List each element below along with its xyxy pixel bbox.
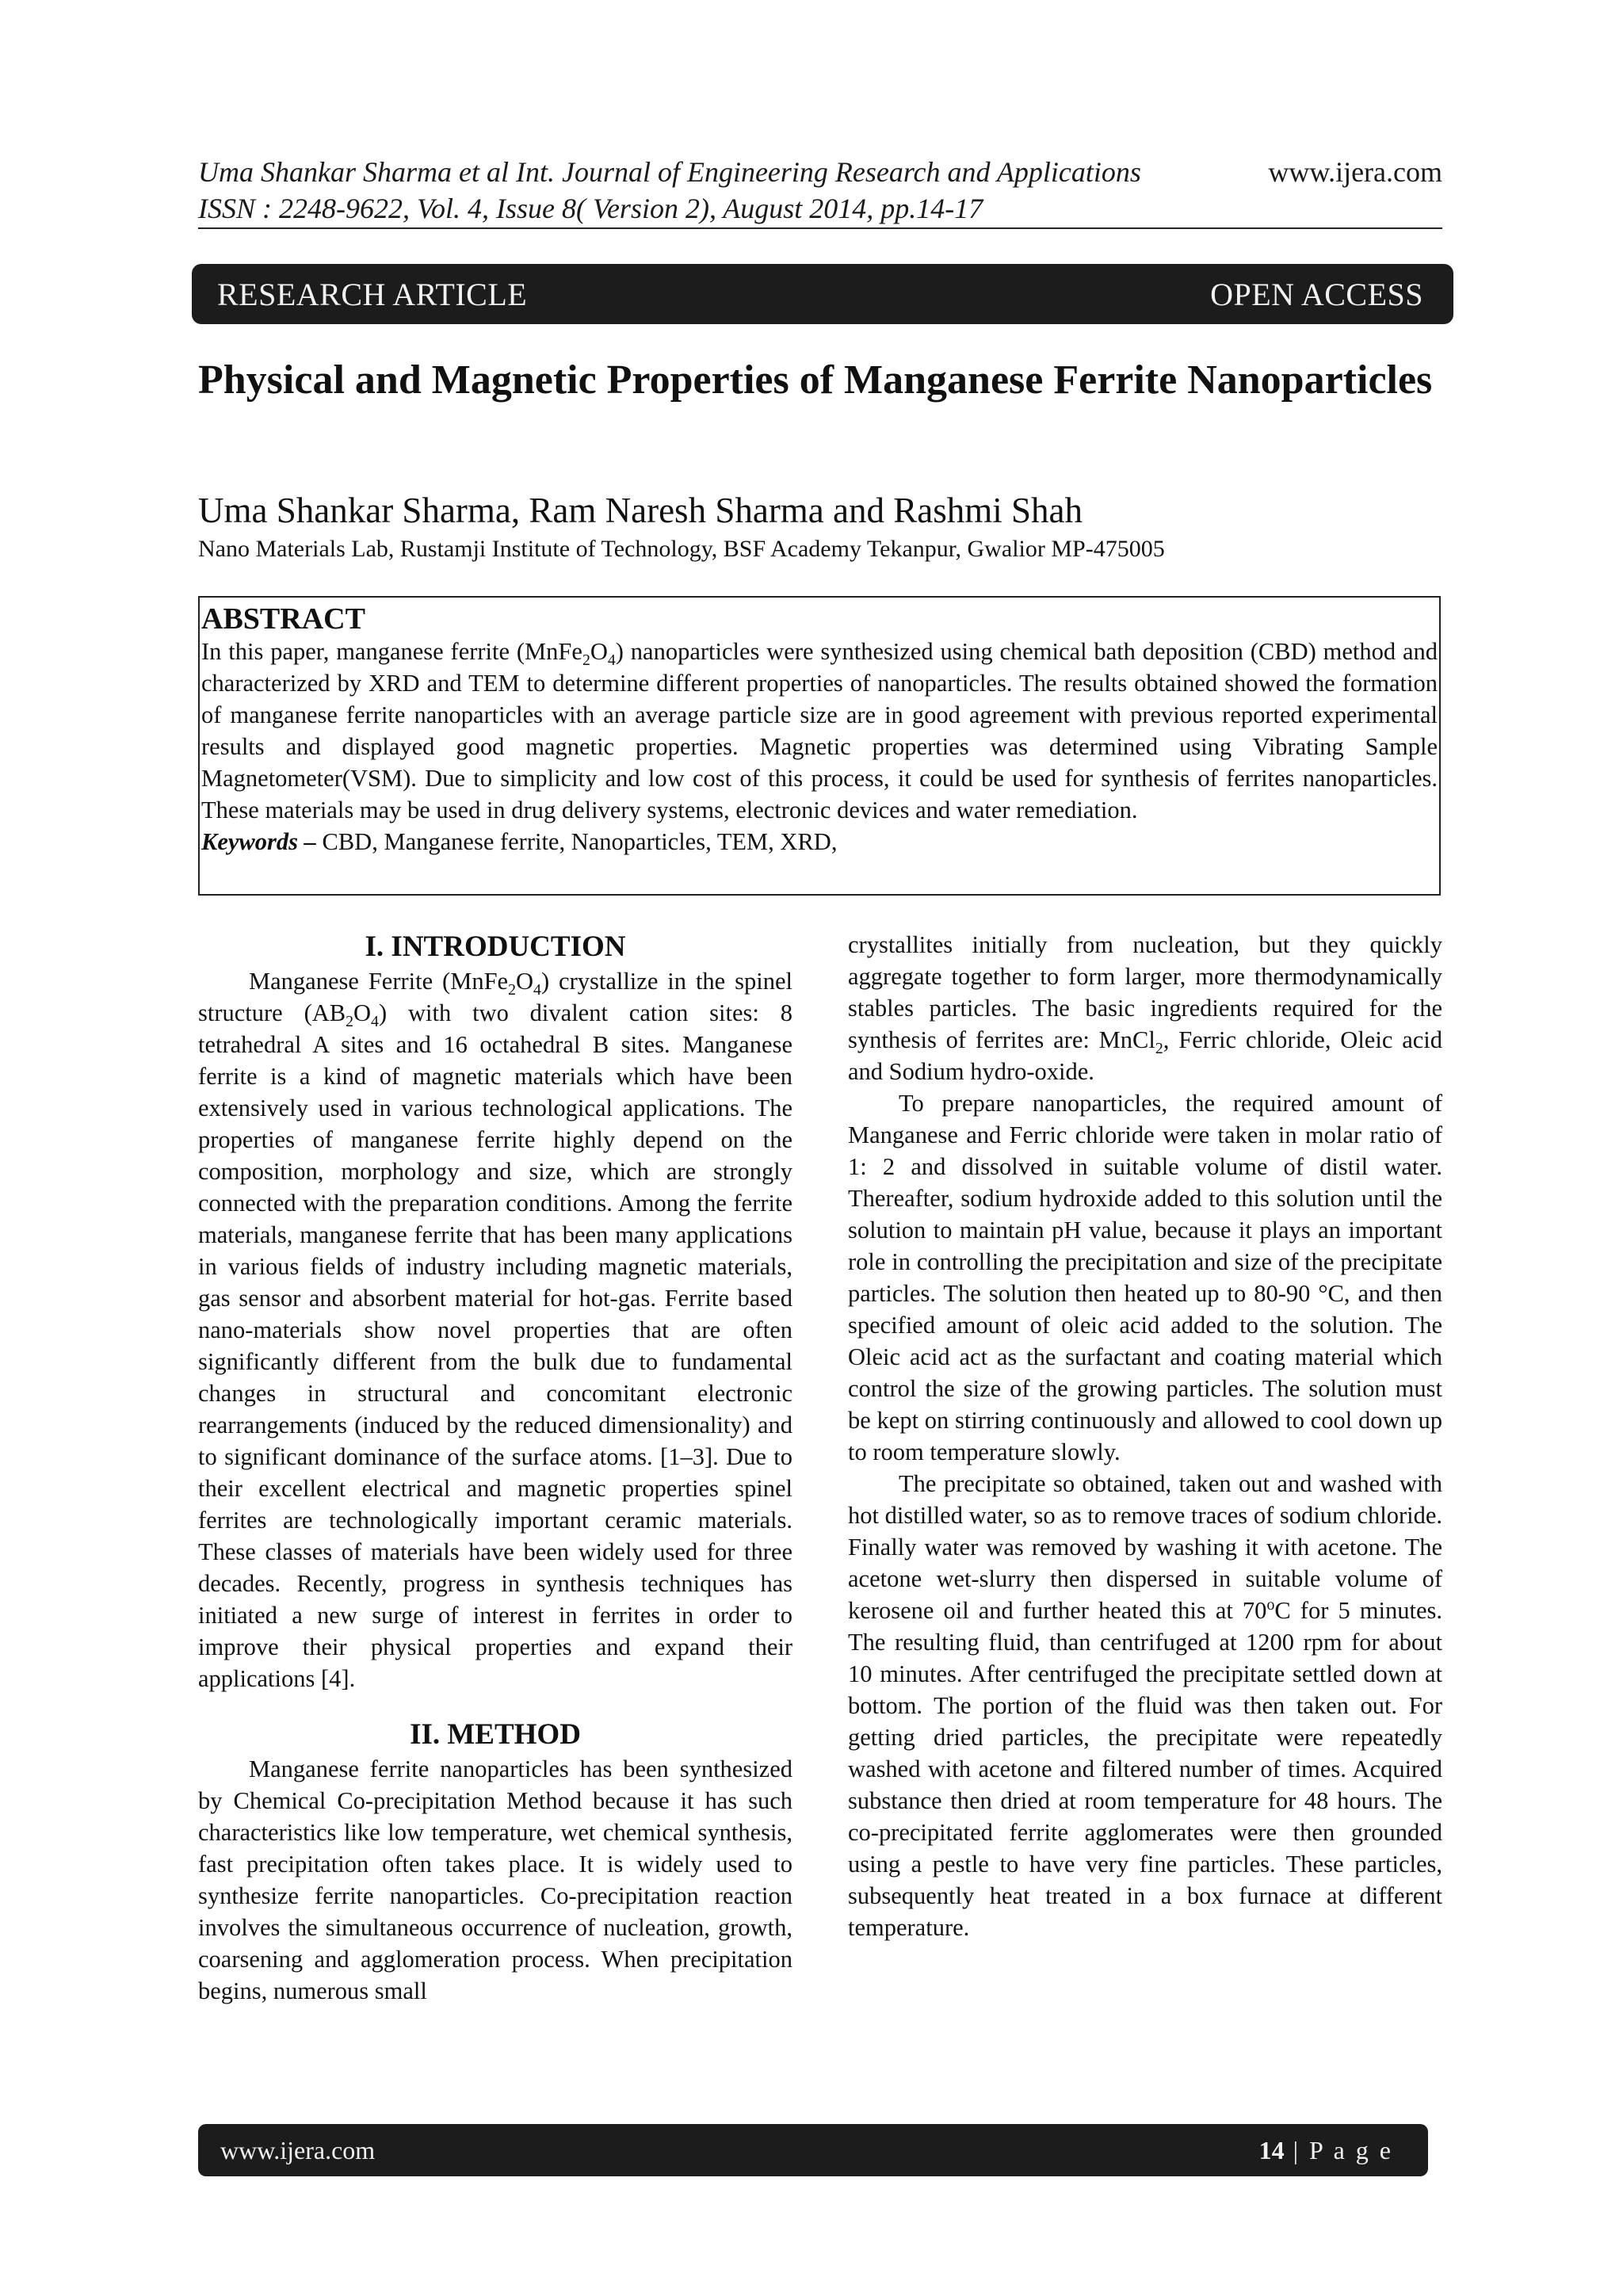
method-paragraph-1: Manganese ferrite nanoparticles has been synthesized by Chemical Co-precipitation Method because it has such characteristics like low temperature, wet chemical synthesis, fast precipitation often takes place. It is widely used to synthesize ferrite nanoparticles. Co-precipitation reaction involves the simultaneous occurrence of nucleation, growth, coarsening and agglomeration process. When precipitation begins, numerous small	[198, 1755, 792, 2004]
method-heading: II. METHOD	[410, 1718, 581, 1751]
issn-line: ISSN : 2248-9622, Vol. 4, Issue 8( Version 2), August 2014, pp.14-17	[198, 193, 983, 224]
method-paragraph-1-cont: crystallites initially from nucleation, but they quickly aggregate together to form larger, more thermodynamically stables particles. The basic ingredients required for the synthesis of ferrites are: MnCl$_2$, Ferric chloride, Oleic acid and Sodium hydro-oxide.	[848, 931, 1442, 1085]
method-paragraph-2: To prepare nanoparticles, the required amount of Manganese and Ferric chloride were taken in molar ratio of 1: 2 and dissolved in suitable volume of distil water. Thereafter, sodium hydroxide added to this solution until the solution to maintain pH value, because it plays an important role in controlling the precipitation and size of the precipitate particles. The solution then heated up to 80-90 °C, and then specified amount of oleic acid added to the solution. The Oleic acid act as the surfactant and coating material which control the size of the growing particles. The solution must be kept on stirring continuously and allowed to cool down up to room temperature slowly.	[848, 1090, 1442, 1465]
footer-website[interactable]: www.ijera.com	[220, 2135, 376, 2164]
intro-paragraph: Manganese Ferrite $(MnFe_2O_4)$ crystallize in the spinel structure $(AB_2O_4)$ with two divalent cation sites: 8 tetrahedral A sites and 16 octahedral B sites. Manganese ferrite is a kind of magnetic materials which have been extensively used in various technological applications. The properties of manganese ferrite highly depend on the composition, morphology and size, which are strongly connected with the preparation conditions. Among the ferrite materials, manganese ferrite that has been many applications in various fields of industry including magnetic materials, gas sensor and absorbent material for hot-gas. Ferrite based nano-materials show novel properties that are often significantly different from the bulk due to fundamental changes in structural and concomitant electronic rearrangements (induced by the reduced dimensionality) and to significant dominance of the surface atoms. [1–3]. Due to their excellent electrical and magnetic properties spinel ferrites are technologically important ceramic materials. These classes of materials have been widely used for three decades. Recently, progress in synthesis techniques has initiated a new surge of interest in ferrites in order to improve their physical properties and expand their applications [4].	[198, 968, 792, 1692]
header-divider	[198, 227, 1442, 229]
page-number: 14 | P a g e	[1258, 2135, 1393, 2164]
abstract-box	[198, 596, 1441, 896]
abstract-heading: ABSTRACT	[201, 602, 365, 636]
keywords	[200, 826, 1439, 858]
journal-line: Uma Shankar Sharma et al Int. Journal of Engineering Research and Applications	[198, 156, 1141, 188]
header-website[interactable]: www.ijera.com	[1268, 156, 1442, 188]
method-paragraph-3: The precipitate so obtained, taken out and washed with hot distilled water, so as to remove traces of sodium chloride. Finally water was removed by washing it with acetone. The acetone wet-slurry then dispersed in suitable volume of kerosene oil and further heated this at 70$^o$C for 5 minutes. The resulting fluid, than centrifuged at 1200 rpm for about 10 minutes. After centrifuged the precipitate settled down at bottom. The portion of the fluid was then taken out. For getting dried particles, the precipitate were repeatedly washed with acetone and filtered number of times. Acquired substance then dried at room temperature for 48 hours. The co-precipitated ferrite agglomerates were then grounded using a pestle to have very fine particles. These particles, subsequently heat treated in a box furnace at different temperature.	[848, 1470, 1442, 1941]
research-article-label: RESEARCH ARTICLE	[217, 276, 528, 312]
keywords-list: CBD, Manganese ferrite, Nanoparticles, TEM, XRD,	[315, 828, 838, 855]
keywords-label: Keywords –	[201, 828, 316, 855]
paper-title: Physical and Magnetic Properties of Manganese Ferrite Nanoparticles	[198, 357, 1433, 403]
left-column	[198, 929, 792, 2007]
abstract-text: In this paper, manganese ferrite $(MnFe_2O_4)$ nanoparticles were synthesized using chemical bath deposition (CBD) method and characterized by XRD and TEM to determine different properties of nanoparticles. The results obtained showed the formation of manganese ferrite nanoparticles with an average particle size are in good agreement with previous reported experimental results and displayed good magnetic properties. Magnetic properties was determined using Vibrating Sample Magnetometer(VSM). Due to simplicity and low cost of this process, it could be used for synthesis of ferrites nanoparticles. These materials may be used in drug delivery systems, electronic devices and water remediation.	[201, 638, 1438, 823]
article-type-banner	[192, 264, 1453, 324]
running-header	[198, 154, 1442, 227]
right-column	[848, 929, 1442, 1943]
affiliation: Nano Materials Lab, Rustamji Institute of Technology, BSF Academy Tekanpur, Gwalior MP-475005	[198, 536, 1165, 562]
open-access-label: OPEN ACCESS	[1210, 276, 1423, 312]
introduction-heading: I. INTRODUCTION	[365, 930, 626, 963]
page-footer	[198, 2124, 1428, 2176]
authors: Uma Shankar Sharma, Ram Naresh Sharma and Rashmi Shah	[198, 491, 1083, 530]
